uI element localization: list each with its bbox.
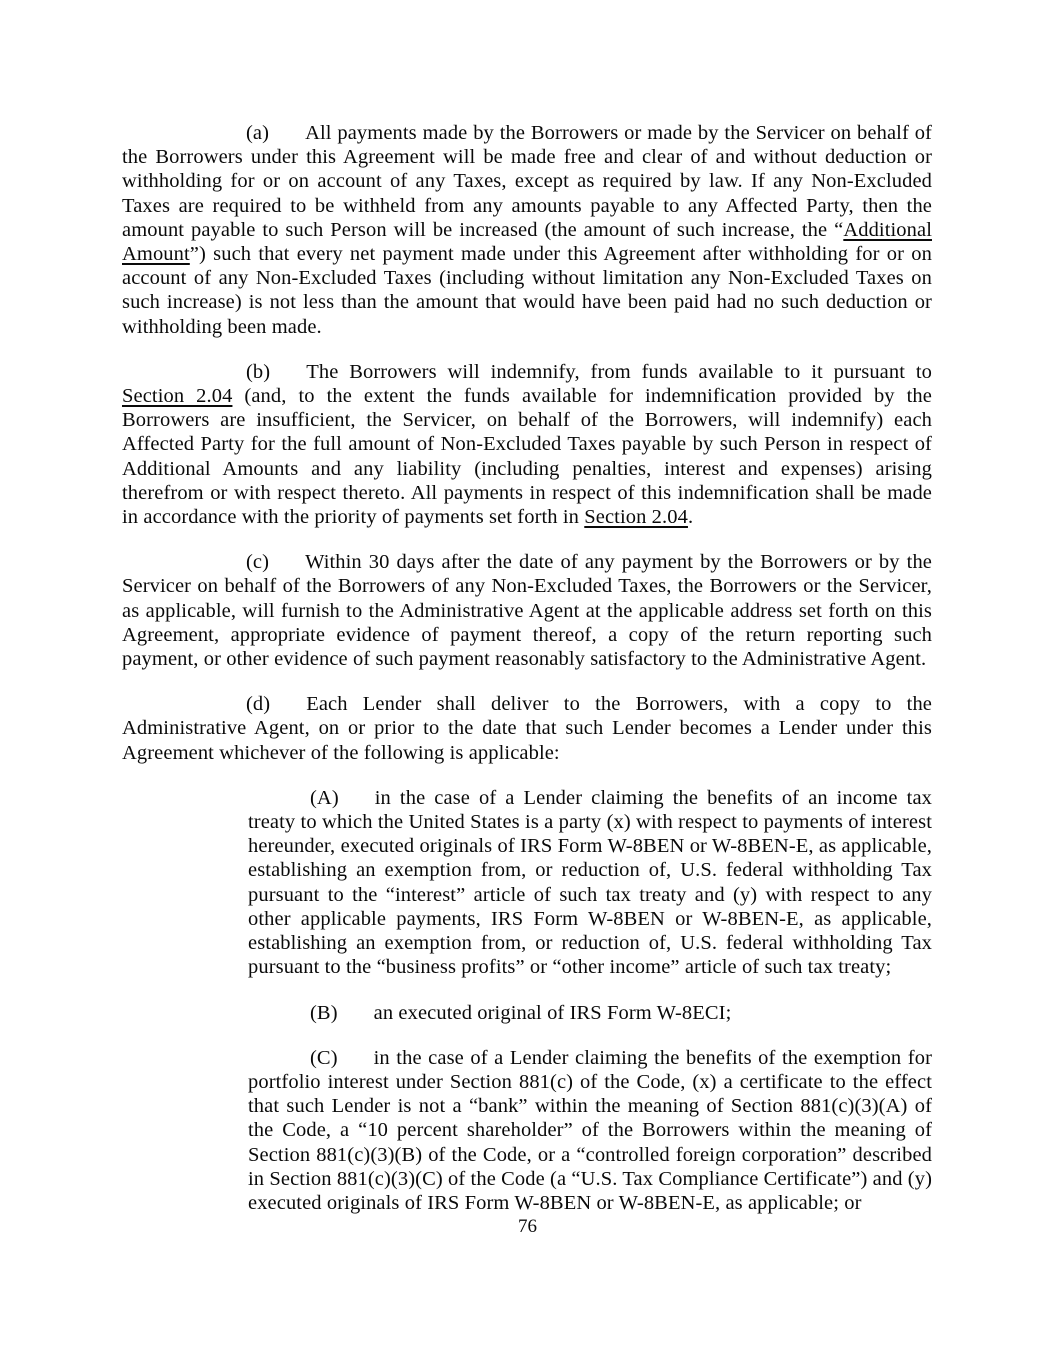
text-run: (A) [310, 786, 339, 809]
subparagraph-C [248, 1046, 932, 1215]
underlined-term: Section 2.04 [122, 385, 233, 408]
text-run: Each Lender shall deliver to the Borrowers, with a copy to the Administrative Agent, on or prior to the date that such Lender becomes a Lender under this Agreement whichever of the following is applicable: [122, 693, 932, 764]
text-run: (d) [246, 693, 271, 716]
text-run: an executed original of IRS Form W-8ECI; [373, 1001, 732, 1024]
text-run: Within 30 days after the date of any payment by the Borrowers or by the Servicer on behalf of the Borrowers of any Non-Excluded Taxes, the Borrowers or the Servicer, as applicable, will furnish to the Administrative Agent at the applicable address set forth on this Agreement, appropriate evidence of payment thereof, a copy of the return reporting such payment, or other evidence of such payment reasonably satisfactory to the Administrative Agent. [122, 551, 932, 671]
text-run: in the case of a Lender claiming the benefits of the exemption for portfolio interest under Section 881(c) of the Code, (x) a certificate to the effect that such Lender is not a “bank” within the meaning of Section 881(c)(3)(A) of the Code, a “10 percent shareholder” of the Borrowers within the meaning of Section 881(c)(3)(B) of the Code, or a “controlled foreign corporation” described in Section 881(c)(3)(C) of the Code (a “U.S. Tax Compliance Certificate”) and (y) executed originals of IRS Form W-8BEN or W-8BEN-E, as applicable; or [248, 1046, 932, 1214]
text-run: (b) [246, 360, 271, 383]
text-run: (a) [246, 122, 270, 144]
paragraph-a [122, 121, 932, 339]
text-run: (B) [310, 1001, 338, 1024]
text-run: . [687, 506, 694, 529]
document-body [122, 121, 932, 1236]
text-run: All payments made by the Borrowers or made by the Servicer on behalf of the Borrowers under this Agreement will be made free and clear of and without deduction or withholding for or on account of any Taxes, except as required by law. If any Non-Excluded Taxes are required to be withheld from any amounts payable to any Affected Party, then the amount payable to such Person will be increased (the amount of such increase, the “ [122, 122, 932, 241]
text-run: ”) such that every net payment made under this Agreement after withholding for or on account of any Non-Excluded Taxes (including without limitation any Non-Excluded Taxes on such increase) is not less than the amount that would have been paid had no such deduction or withholding been made. [122, 243, 932, 338]
underlined-term: Section 2.04 [584, 506, 688, 529]
subparagraph-B [248, 1001, 932, 1025]
paragraph-c [122, 550, 932, 671]
text-run: (c) [246, 551, 270, 574]
underlined-term: Additional Amount [122, 218, 932, 266]
text-run: (and, to the extent the funds available for indemnification provided by the Borrowers are insufficient, the Servicer, on behalf of the Borrowers, will indemnify) each Affected Party for the full amount of Non-Excluded Taxes payable by such Person in respect of Additional Amounts and any liability (including penalties, interest and expenses) arising therefrom or with respect thereto. All payments in respect of this indemnification shall be made in accordance with the priority of payments set forth in [122, 385, 932, 529]
paragraph-b [122, 360, 932, 529]
page-number: 76 [518, 1216, 537, 1237]
subparagraph-A [248, 786, 932, 980]
paragraph-d [122, 692, 932, 765]
text-run: in the case of a Lender claiming the benefits of an income tax treaty to which the United States is a party (x) with respect to payments of interest hereunder, executed originals of IRS Form W-8BEN or W-8BEN-E, as applicable, establishing an exemption from, or reduction of, U.S. federal withholding Tax pursuant to the “interest” article of such tax treaty and (y) with respect to any other applicable payments, IRS Form W-8BEN or W-8BEN-E, as applicable, establishing an exemption from, or reduction of, U.S. federal withholding Tax pursuant to the “business profits” or “other income” article of such tax treaty; [248, 786, 932, 979]
text-run: (C) [310, 1046, 338, 1069]
text-run: The Borrowers will indemnify, from funds available to it pursuant to [306, 360, 932, 383]
